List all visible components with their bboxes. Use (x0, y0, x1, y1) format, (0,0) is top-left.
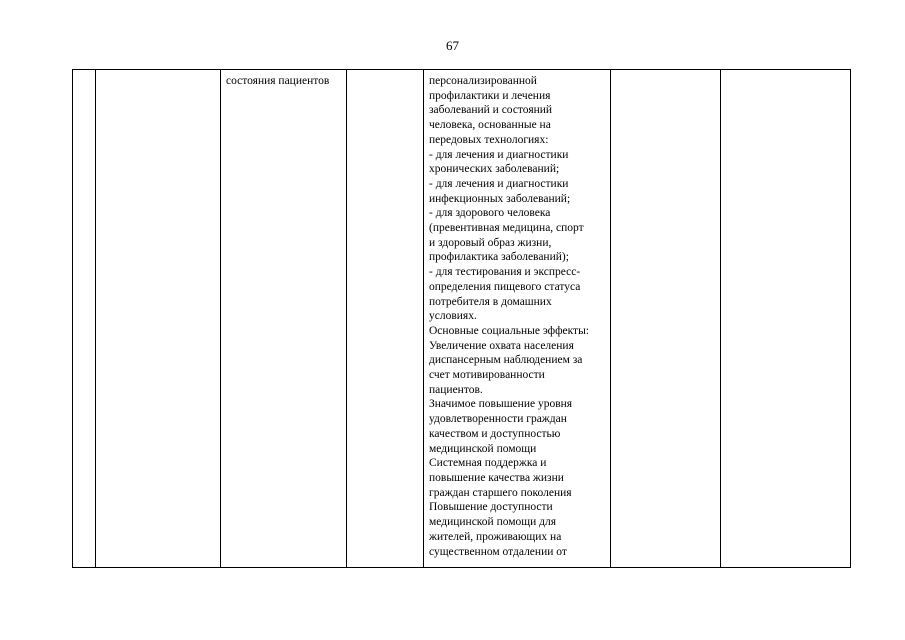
cell-col5-line: - для лечения и диагностики (429, 177, 569, 190)
cell-col5-line: - для лечения и диагностики (429, 148, 569, 161)
cell-col5-line: профилактики и лечения (429, 89, 551, 102)
cell-col5-line: определения пищевого статуса (429, 280, 581, 293)
cell-col5-line: потребителя в домашних (429, 295, 552, 308)
cell-col5 (424, 70, 611, 568)
cell-col1 (73, 70, 96, 568)
cell-col5-line: инфекционных заболеваний; (429, 192, 571, 205)
cell-col4 (347, 70, 424, 568)
cell-col5-line: человека, основанные на (429, 119, 551, 132)
cell-col5-line: удовлетворенности граждан (429, 413, 567, 426)
cell-col5-line: Значимое повышение уровня (429, 398, 573, 411)
cell-col5-line: счет мотивированности (429, 369, 545, 382)
cell-col5-line: Увеличение охвата населения (429, 339, 574, 352)
cell-col5-line: условиях. (429, 310, 477, 323)
cell-col6 (611, 70, 721, 568)
cell-col5-line: существенном отдалении от (429, 545, 567, 558)
cell-col5-line: передовых технологиях: (429, 133, 549, 146)
cell-col5-line: пациентов. (429, 383, 483, 396)
cell-col5-line: повышение качества жизни (429, 471, 564, 484)
cell-col5-line: медицинской помощи (429, 442, 537, 455)
cell-col5-line: жителей, проживающих на (429, 530, 562, 543)
cell-col5-line: профилактика заболеваний); (429, 251, 569, 264)
cell-col5-line: и здоровый образ жизни, (429, 236, 552, 249)
cell-col3-text: состояния пациентов (226, 75, 330, 87)
cell-col5-line: - для здорового человека (429, 207, 551, 220)
cell-col5-line: (превентивная медицина, спорт (429, 222, 584, 235)
cell-col3 (221, 70, 347, 568)
cell-col5-line: заболеваний и состояний (429, 104, 553, 117)
cell-col5-line: диспансерным наблюдением за (429, 354, 583, 367)
cell-col5-line: качеством и доступностью (429, 427, 561, 440)
cell-col7 (721, 70, 851, 568)
cell-col5-line: хронических заболеваний; (429, 163, 560, 176)
document-table (72, 69, 851, 568)
page-number: 67 (446, 38, 459, 53)
cell-col5-line: персонализированной (429, 75, 537, 87)
cell-col5-line: Системная поддержка и (429, 457, 547, 470)
cell-col5-line: Повышение доступности (429, 501, 553, 514)
cell-col5-line: Основные социальные эффекты: (429, 324, 590, 337)
cell-col2 (96, 70, 221, 568)
cell-col5-line: медицинской помощи для (429, 516, 557, 529)
cell-col5-line: граждан старшего поколения (429, 486, 572, 499)
cell-col5-line: - для тестирования и экспресс- (429, 266, 581, 279)
table-row (73, 70, 851, 568)
